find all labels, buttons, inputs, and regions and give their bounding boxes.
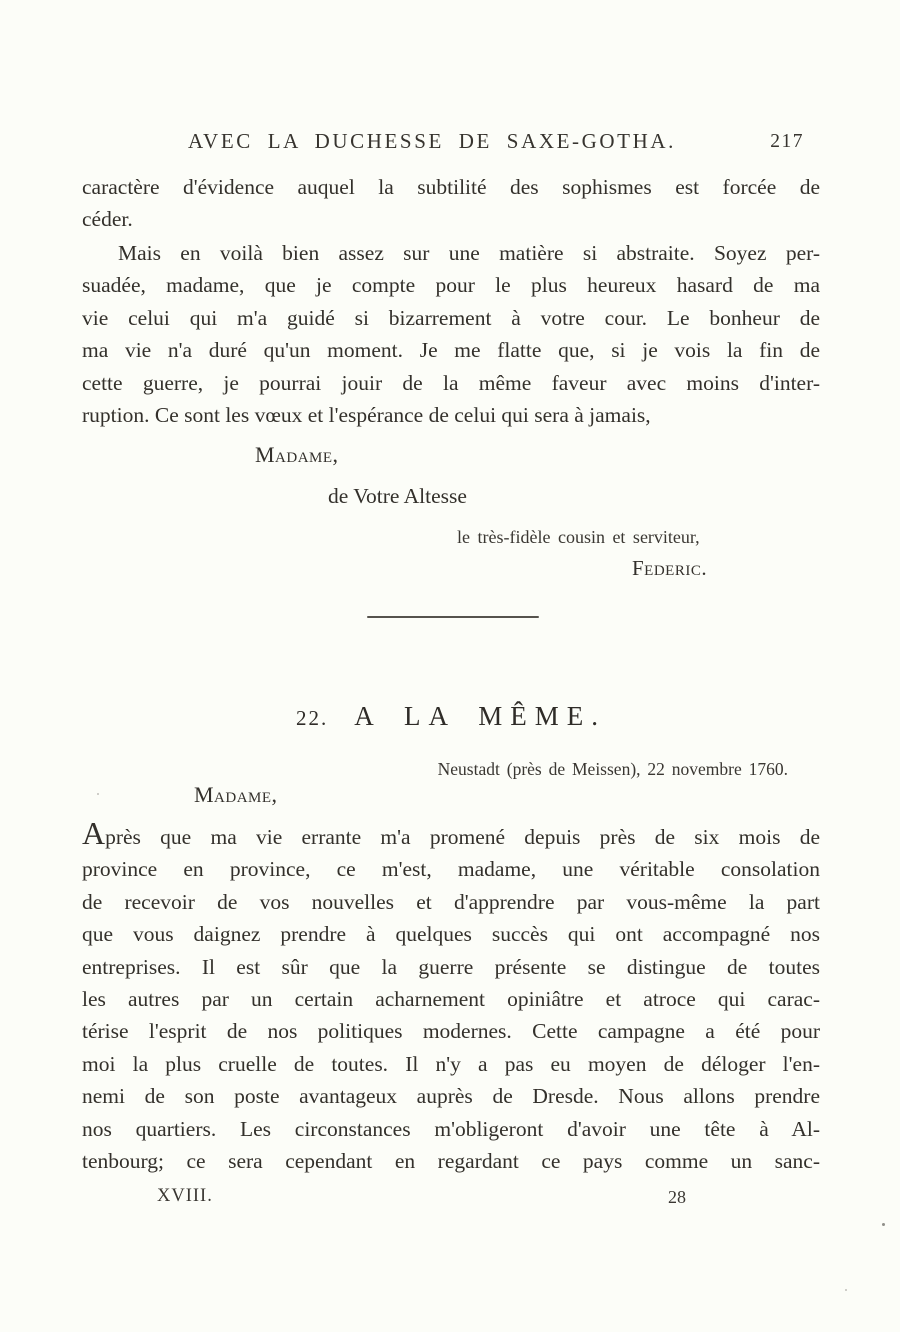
text-line: Mais en voilà bien assez sur une matière si abstraite. Soyez per- <box>118 241 820 265</box>
ink-speck <box>845 1289 847 1291</box>
text-line: nos quartiers. Les circonstances m'obligeront d'avoir une tête à Al- <box>82 1116 820 1141</box>
text-line: moi la plus cruelle de toutes. Il n'y a pas eu moyen de déloger l'en- <box>82 1051 820 1076</box>
text-line: ma vie n'a duré qu'un moment. Je me flatte que, si je vois la fin de <box>82 338 820 363</box>
section-divider-rule <box>367 616 539 618</box>
letter21-salutation: Madame, <box>255 442 339 467</box>
letter22-body-paragraph <box>82 815 820 1177</box>
text-line: suadée, madame, que je compte pour le plus heureux hasard de ma <box>82 273 820 298</box>
letter22-heading <box>82 701 820 732</box>
text-line: les autres par un certain acharnement opiniâtre et atroce qui carac- <box>82 987 820 1012</box>
text-line: vie celui qui m'a guidé si bizarrement à votre cour. Le bonheur de <box>82 305 820 330</box>
letter22-heading-number: 22. <box>295 706 329 730</box>
text-line: Après que ma vie errante m'a promené depuis près de six mois de <box>82 815 820 851</box>
letter21-valediction-line2: le très-fidèle cousin et serviteur, <box>457 527 700 547</box>
footer-sheet-number: 28 <box>668 1187 686 1207</box>
text-line: de recevoir de vos nouvelles et d'apprendre par vous-même la part <box>82 889 820 914</box>
letter21-valediction-line1: de Votre Altesse <box>328 484 467 508</box>
text-line: ruption. Ce sont les vœux et l'espérance de celui qui sera à jamais, <box>82 403 651 428</box>
letter21-closing-paragraph <box>82 237 820 431</box>
letter22-salutation: Madame, <box>194 782 278 807</box>
ink-speck <box>882 1223 885 1226</box>
ink-speck <box>97 793 99 795</box>
text-line: entreprises. Il est sûr que la guerre présente se distingue de toutes <box>82 954 820 979</box>
footer-volume-mark: XVIII. <box>157 1186 213 1206</box>
text-line: tenbourg; ce sera cependant en regardant ce pays comme un sanc- <box>82 1149 820 1174</box>
letter21-paragraph-end <box>82 171 820 236</box>
letter22-heading-title: A LA MÊME. <box>354 701 606 731</box>
text-line: nemi de son poste avantageux auprès de Dresde. Nous allons prendre <box>82 1084 820 1109</box>
letter21-signature: Federic. <box>632 556 708 580</box>
letter22-dateline: Neustadt (près de Meissen), 22 novembre 1760. <box>437 759 788 779</box>
text-line: cette guerre, je pourrai jouir de la même faveur avec moins d'inter- <box>82 370 820 395</box>
text-line: céder. <box>82 207 133 232</box>
page-number: 217 <box>770 131 804 152</box>
text-line: caractère d'évidence auquel la subtilité des sophismes est forcée de <box>82 175 820 199</box>
text-line: térise l'esprit de nos politiques modernes. Cette campagne a été pour <box>82 1019 820 1044</box>
running-header: AVEC LA DUCHESSE DE SAXE-GOTHA. <box>188 129 676 153</box>
text-line: que vous daignez prendre à quelques succès qui ont accompagné nos <box>82 922 820 947</box>
text-line: province en province, ce m'est, madame, une véritable consolation <box>82 857 820 882</box>
